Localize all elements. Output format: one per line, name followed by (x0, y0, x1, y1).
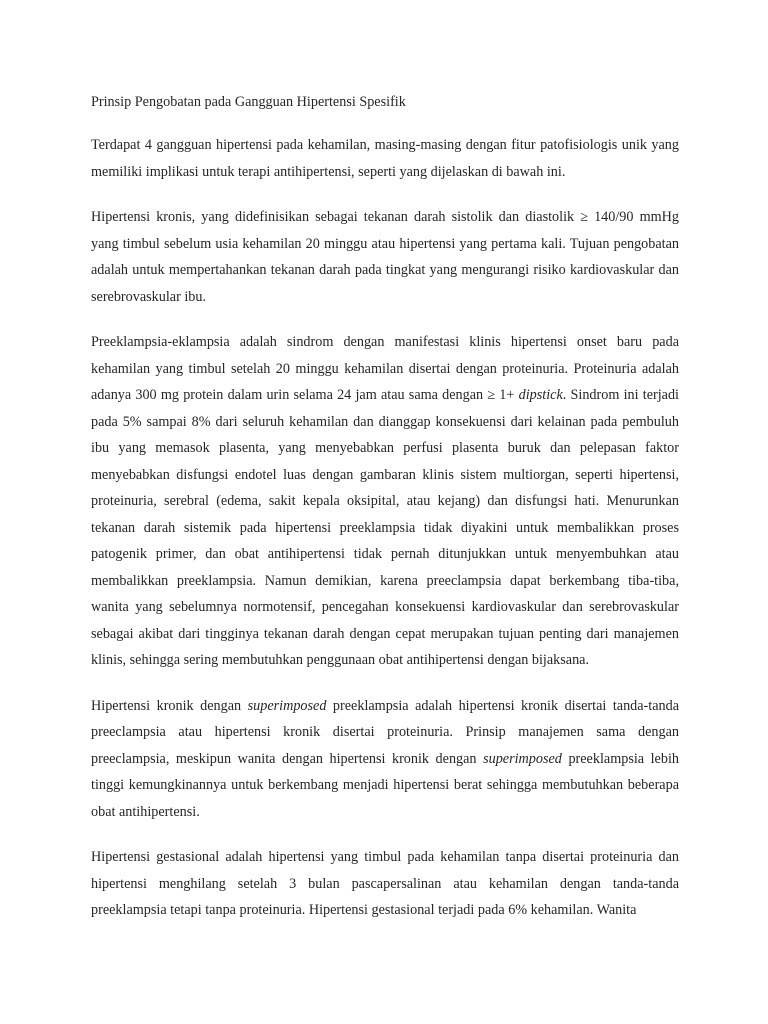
italic-term-dipstick: dipstick (518, 387, 563, 403)
paragraph-intro (91, 132, 679, 185)
italic-term-superimposed: superimposed (483, 750, 562, 767)
paragraph-text: Hipertensi kronik dengan (91, 697, 248, 714)
paragraph-text: preeklampsia adalah hipertensi kronik disertai tanda-tanda preeclampsia atau hipertensi kronik disertai proteinuria. Prinsip manajemen sama dengan preeclampsia, meskipun wanita dengan hipertensi kronik dengan (91, 697, 679, 767)
paragraph-hipertensi-kronis (91, 204, 679, 310)
document-title: Prinsip Pengobatan pada Gangguan Hipertensi Spesifik (91, 94, 406, 110)
paragraph-text: Hipertensi gestasional adalah hipertensi yang timbul pada kehamilan tanpa disertai proteinuria dan hipertensi menghilang setelah 3 bulan pascapersalinan atau kehamilan dengan tanda-tanda preeklampsia tetapi tanpa proteinuria. Hipertensi gestasional terjadi pada 6% kehamilan. Wanita (91, 849, 679, 918)
paragraph-text: Preeklampsia-eklampsia adalah sindrom dengan manifestasi klinis hipertensi onset baru pada kehamilan yang timbul setelah 20 minggu kehamilan disertai dengan proteinuria. Proteinuria adalah adanya 300 mg protein dalam urin selama 24 jam atau sama dengan ≥ 1+ (91, 334, 679, 403)
paragraph-text: preeklampsia lebih tinggi kemungkinannya untuk berkembang menjadi hipertensi berat sehingga membutuhkan beberapa obat antihipertensi. (91, 750, 679, 820)
paragraph-text: Terdapat 4 gangguan hipertensi pada kehamilan, masing-masing dengan fitur patofisiologis unik yang memiliki implikasi untuk terapi antihipertensi, seperti yang dijelaskan di bawah ini. (91, 137, 679, 180)
italic-term-superimposed: superimposed (247, 697, 327, 714)
paragraph-preeklampsia-eklampsia (91, 329, 679, 674)
paragraph-text: Hipertensi kronis, yang didefinisikan sebagai tekanan darah sistolik dan diastolik ≥ 140/90 mmHg yang timbul sebelum usia kehamilan 20 minggu atau hipertensi yang pertama kali. Tujuan pengobatan adalah untuk mempertahankan tekanan darah pada tingkat yang mengurangi risiko kardiovaskular dan serebrovaskular ibu. (91, 209, 679, 305)
paragraph-superimposed-preeklampsia (91, 693, 679, 826)
paragraph-text: . Sindrom ini terjadi pada 5% sampai 8% dari seluruh kehamilan dan dianggap konsekuensi dari kelainan pada pembuluh ibu yang memasok plasenta, yang menyebabkan perfusi plasenta buruk dan pelepasan faktor menyebabkan disfungsi endotel luas dengan gambaran klinis sistem multiorgan, seperti hipertensi, proteinuria, serebral (edema, sakit kepala oksipital, atau kejang) dan disfungsi hati. Menurunkan tekanan darah sistemik pada hipertensi preeklampsia tidak diyakini untuk membalikkan proses patogenik primer, dan obat antihipertensi tidak pernah ditunjukkan untuk menyembuhkan atau membalikkan preeklampsia. Namun demikian, karena preeclampsia dapat berkembang tiba-tiba, wanita yang sebelumnya normotensif, pencegahan konsekuensi kardiovaskular dan serebrovaskular sebagai akibat dari tingginya tekanan darah dengan cepat merupakan tujuan penting dari manajemen klinis, sehingga sering membutuhkan penggunaan obat antihipertensi dengan bijaksana. (91, 387, 679, 668)
paragraph-hipertensi-gestasional (91, 844, 679, 924)
document-body (91, 91, 679, 924)
